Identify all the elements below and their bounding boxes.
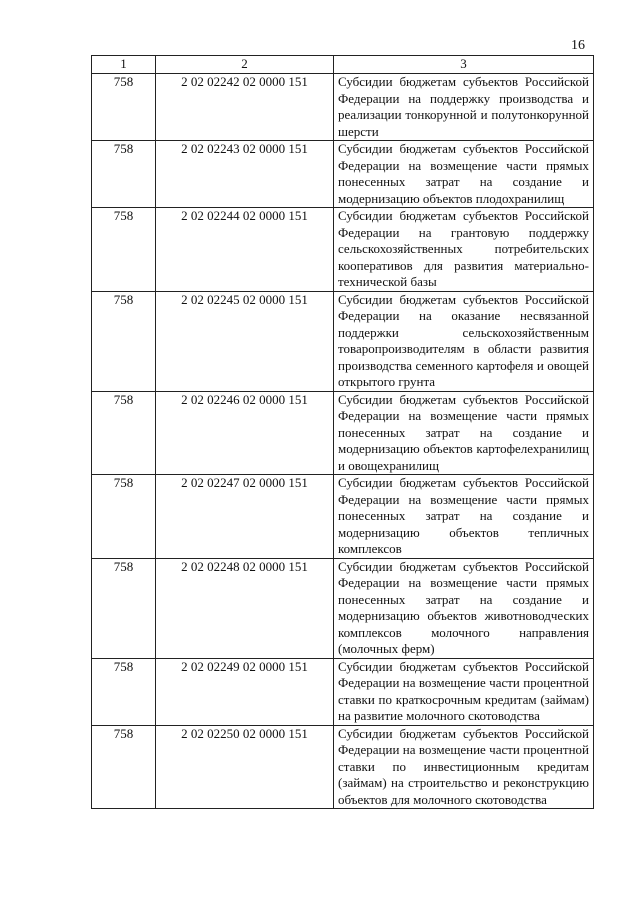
income-name-cell: Субсидии бюджетам субъектов Российской Федерации на грантовую поддержку сельскохозяйственных потребительских кооперативов для развития материально-технической базы [334, 208, 594, 292]
income-name-cell: Субсидии бюджетам субъектов Российской Федерации на возмещение части прямых понесенных затрат на создание и модернизацию объектов животноводческих комплексов молочного направления (молочных ферм) [334, 558, 594, 658]
admin-code-cell: 758 [92, 658, 156, 725]
income-name-cell: Субсидии бюджетам субъектов Российской Федерации на возмещение части процентной ставки по краткосрочным кредитам (займам) на развитие молочного скотоводства [334, 658, 594, 725]
column-header-2: 2 [156, 56, 334, 74]
table-header-row [92, 56, 594, 74]
column-header-3: 3 [334, 56, 594, 74]
kbk-code-cell: 2 02 02249 02 0000 151 [156, 658, 334, 725]
kbk-code-cell: 2 02 02244 02 0000 151 [156, 208, 334, 292]
kbk-code-cell: 2 02 02245 02 0000 151 [156, 291, 334, 391]
admin-code-cell: 758 [92, 74, 156, 141]
kbk-code-cell: 2 02 02250 02 0000 151 [156, 725, 334, 809]
table-row [92, 208, 594, 292]
income-name-cell: Субсидии бюджетам субъектов Российской Федерации на возмещение части прямых понесенных затрат на создание и модернизацию объектов тепличных комплексов [334, 475, 594, 559]
table-row [92, 391, 594, 475]
table-row [92, 558, 594, 658]
admin-code-cell: 758 [92, 208, 156, 292]
kbk-code-cell: 2 02 02247 02 0000 151 [156, 475, 334, 559]
page-number: 16 [571, 38, 585, 53]
income-name-cell: Субсидии бюджетам субъектов Российской Федерации на оказание несвязанной поддержки сельскохозяйственным товаропроизводителям в области развития производства семенного картофеля и овощей открытого грунта [334, 291, 594, 391]
budget-codes-table [91, 55, 594, 809]
table-row [92, 725, 594, 809]
admin-code-cell: 758 [92, 141, 156, 208]
admin-code-cell: 758 [92, 291, 156, 391]
kbk-code-cell: 2 02 02243 02 0000 151 [156, 141, 334, 208]
kbk-code-cell: 2 02 02246 02 0000 151 [156, 391, 334, 475]
admin-code-cell: 758 [92, 558, 156, 658]
income-name-cell: Субсидии бюджетам субъектов Российской Федерации на возмещение части процентной ставки по инвестиционным кредитам (займам) на строительство и реконструкцию объектов для молочного скотоводства [334, 725, 594, 809]
table-row [92, 658, 594, 725]
admin-code-cell: 758 [92, 475, 156, 559]
admin-code-cell: 758 [92, 391, 156, 475]
table-row [92, 475, 594, 559]
income-name-cell: Субсидии бюджетам субъектов Российской Федерации на возмещение части прямых понесенных затрат на создание и модернизацию объектов картофелехранилищ и овощехранилищ [334, 391, 594, 475]
income-name-cell: Субсидии бюджетам субъектов Российской Федерации на возмещение части прямых понесенных затрат на создание и модернизацию объектов плодохранилищ [334, 141, 594, 208]
column-header-1: 1 [92, 56, 156, 74]
table-row [92, 74, 594, 141]
table-row [92, 141, 594, 208]
kbk-code-cell: 2 02 02248 02 0000 151 [156, 558, 334, 658]
income-name-cell: Субсидии бюджетам субъектов Российской Федерации на поддержку производства и реализации тонкорунной и полутонкорунной шерсти [334, 74, 594, 141]
admin-code-cell: 758 [92, 725, 156, 809]
table-row [92, 291, 594, 391]
kbk-code-cell: 2 02 02242 02 0000 151 [156, 74, 334, 141]
